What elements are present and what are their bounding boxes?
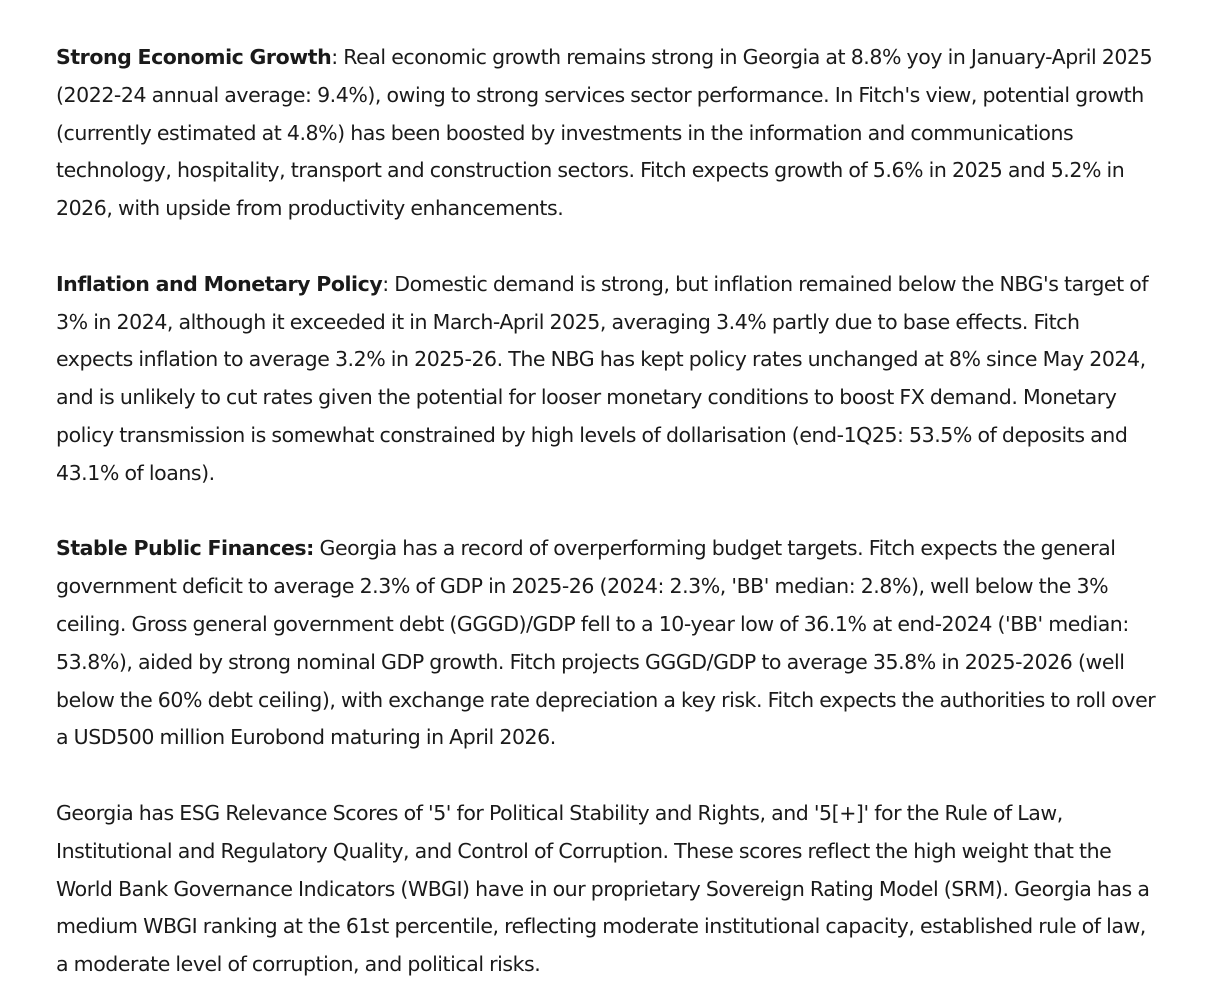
paragraph-text: Georgia has a record of overperforming budget targets. Fitch expects the general government deficit to average 2.3% of GDP in 2025-26 (2024: 2.3%, 'BB' median: 2.8%), well below the 3% ceiling. Gross general government debt (GGGD)/GDP fell to a 10-year low of 36.1% at end-2024 ('BB' median: 53.8%), aided by strong nominal GDP growth. Fitch projects GGGD/GDP to average 35.8% in 2025-2026 (well below the 60% debt ceiling), with exchange rate depreciation a key risk. Fitch expects the authorities to roll over a USD500 million Eurobond maturing in April 2026. xyxy=(56,536,1156,750)
paragraph-heading: Stable Public Finances: xyxy=(56,536,314,561)
paragraph-esg-scores xyxy=(56,795,1156,984)
paragraph-text: Domestic demand is strong, but inflation remained below the NBG's target of 3% in 2024, although it exceeded it in March-April 2025, averaging 3.4% partly due to base effects. Fitch expects inflation to average 3.2% in 2025-26. The NBG has kept policy rates unchanged at 8% since May 2024, and is unlikely to cut rates given the potential for looser monetary conditions to boost FX demand. Monetary policy transmission is somewhat constrained by high levels of dollarisation (end-1Q25: 53.5% of deposits and 43.1% of loans). xyxy=(56,271,1149,485)
paragraph-text: Georgia has ESG Relevance Scores of '5' for Political Stability and Rights, and '5[+]' for the Rule of Law, Institutional and Regulatory Quality, and Control of Corruption. These scores reflect the high weight that the World Bank Governance Indicators (WBGI) have in our proprietary Sovereign Rating Model (SRM). Georgia has a medium WBGI ranking at the 61st percentile, reflecting moderate institutional capacity, established rule of law, a moderate level of corruption, and political risks. xyxy=(56,800,1150,977)
paragraph-public-finances xyxy=(56,530,1156,757)
document-body xyxy=(56,39,1156,984)
heading-separator: : xyxy=(382,271,395,296)
paragraph-heading: Inflation and Monetary Policy xyxy=(56,271,383,296)
paragraph-economic-growth xyxy=(56,39,1156,228)
paragraph-heading: Strong Economic Growth xyxy=(56,45,332,69)
heading-separator: : xyxy=(331,45,344,69)
paragraph-text: Real economic growth remains strong in Georgia at 8.8% yoy in January-April 2025 (2022-24 annual average: 9.4%), owing to strong services sector performance. In Fitch's view, potential growth (currently estimated at 4.8%) has been boosted by investments in the information and communications technology, hospitality, transport and construction sectors. Fitch expects growth of 5.6% in 2025 and 5.2% in 2026, with upside from productivity enhancements. xyxy=(56,45,1153,221)
paragraph-inflation-monetary-policy xyxy=(56,266,1156,493)
